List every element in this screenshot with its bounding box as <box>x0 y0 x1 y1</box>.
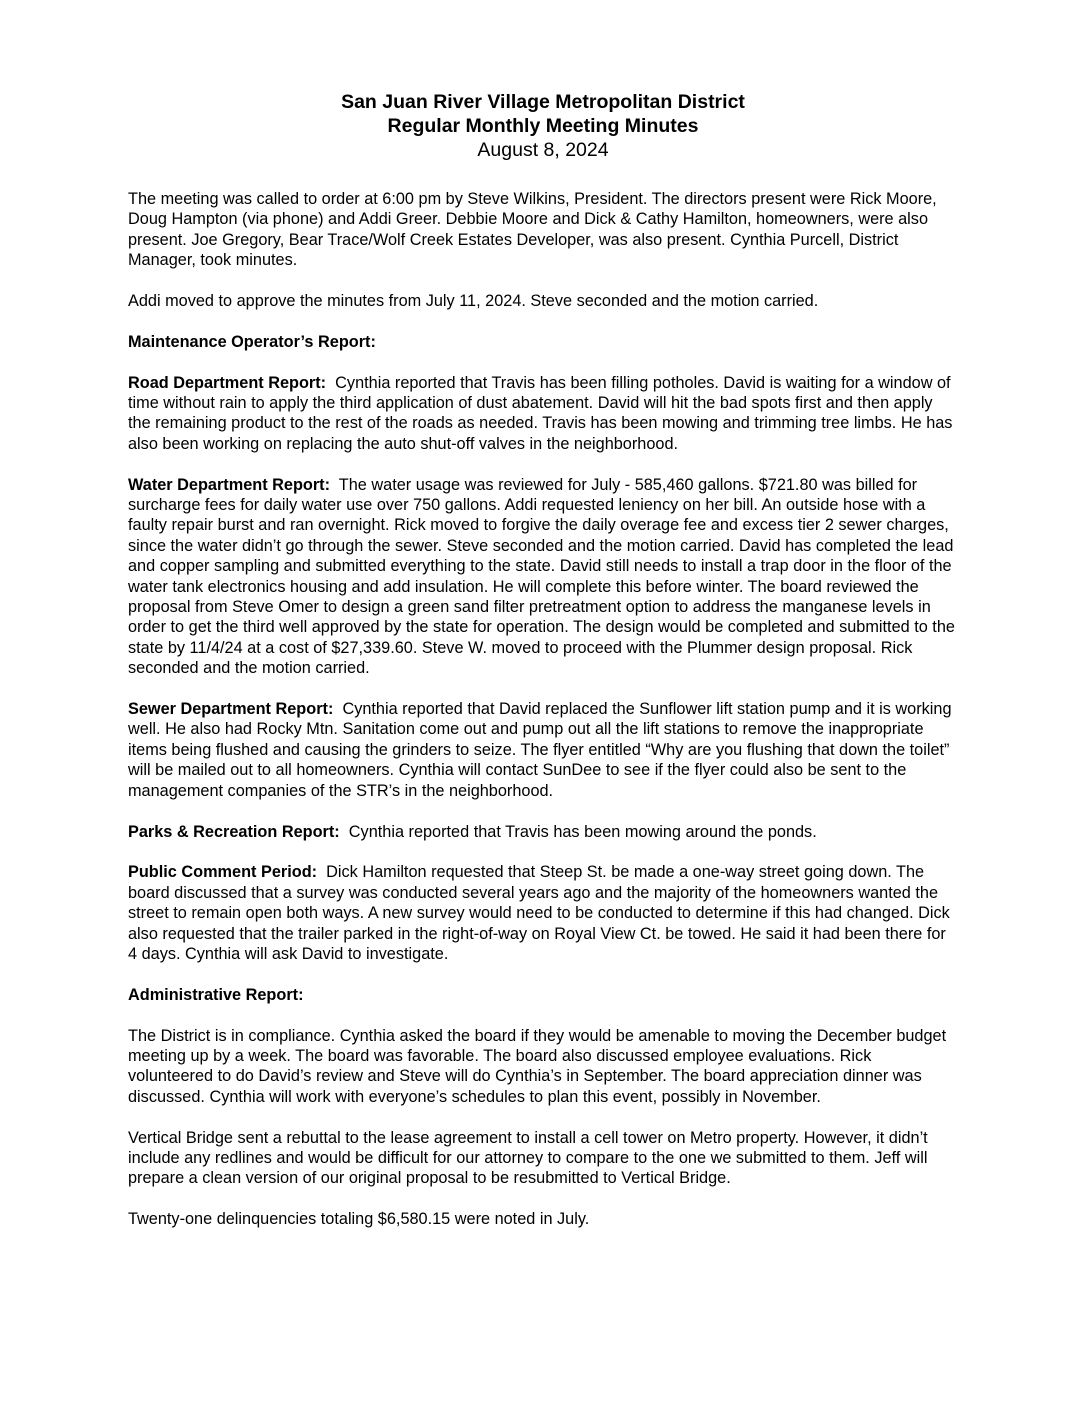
road-report-paragraph <box>128 373 958 455</box>
call-to-order-paragraph: The meeting was called to order at 6:00 pm by Steve Wilkins, President. The directors present were Rick Moore, Doug Hampton (via phone) and Addi Greer. Debbie Moore and Dick & Cathy Hamilton, homeowners, were also present. Joe Gregory, Bear Trace/Wolf Creek Estates Developer, was also present. Cynthia Purcell, District Manager, took minutes. <box>128 190 937 270</box>
road-report-label: Road Department Report: <box>128 373 327 392</box>
admin-paragraph-3: Twenty-one delinquencies totaling $6,580.15 were noted in July. <box>128 1210 590 1229</box>
meeting-date: August 8, 2024 <box>477 139 609 161</box>
document-title: Regular Monthly Meeting Minutes <box>387 115 699 137</box>
sewer-report-text: Cynthia reported that David replaced the Sunflower lift station pump and it is working well. He also had Rocky Mtn. Sanitation come out and pump out all the lift stations to remove the inappropriate items being flushed and causing the grinders to seize. The flyer entitled “Why are you flushing that down the toilet” will be mailed out to all homeowners. Cynthia will contact SunDee to see if the flyer could also be sent to the management companies of the STR’s in the neighborhood. <box>128 700 952 800</box>
sewer-report-label: Sewer Department Report: <box>128 700 334 719</box>
water-report-label: Water Department Report: <box>128 475 331 494</box>
parks-report-text: Cynthia reported that Travis has been mowing around the ponds. <box>348 822 817 841</box>
public-comment-paragraph <box>128 862 958 964</box>
document-header <box>128 90 958 162</box>
admin-paragraph-1: The District is in compliance. Cynthia asked the board if they would be amenable to moving the December budget meeting up by a week. The board was favorable. The board also discussed employee evaluations. Rick volunteered to do David’s review and Steve will do Cynthia’s in September. The board appreciation dinner was discussed. Cynthia will work with everyone’s schedules to plan this event, possibly in November. <box>128 1026 947 1106</box>
document-page <box>128 90 958 1250</box>
administrative-heading: Administrative Report: <box>128 985 304 1004</box>
water-report-text: The water usage was reviewed for July - 585,460 gallons. $721.80 was billed for surcharge fees for daily water use over 750 gallons. Addi requested leniency on her bill. An outside hose with a faulty repair burst and ran overnight. Rick moved to forgive the daily overage fee and excess tier 2 sewer charges, since the water didn’t go through the sewer. Steve seconded and the motion carried. David has completed the lead and copper sampling and submitted everything to the state. David still needs to install a trap door in the floor of the water tank electronics housing and add insulation. He will complete this before winter. The board reviewed the proposal from Steve Omer to design a green sand filter pretreatment option to address the manganese levels in order to get the third well approved by the state for operation. The design would be completed and submitted to the state by 11/4/24 at a cost of $27,339.60. Steve W. moved to proceed with the Plummer design proposal. Rick seconded and the motion carried. <box>128 475 955 678</box>
admin-paragraph-2: Vertical Bridge sent a rebuttal to the lease agreement to install a cell tower on Metro property. However, it didn’t include any redlines and would be difficult for our attorney to compare to the one we submitted to them. Jeff will prepare a clean version of our original proposal to be resubmitted to Vertical Bridge. <box>128 1128 928 1188</box>
parks-report-paragraph <box>128 822 958 842</box>
sewer-report-paragraph <box>128 699 958 801</box>
district-name: San Juan River Village Metropolitan District <box>341 91 745 113</box>
maintenance-heading: Maintenance Operator’s Report: <box>128 332 376 351</box>
minutes-approval-paragraph: Addi moved to approve the minutes from July 11, 2024. Steve seconded and the motion carried. <box>128 292 819 311</box>
road-report-text: Cynthia reported that Travis has been filling potholes. David is waiting for a window of time without rain to apply the third application of dust abatement. David will hit the bad spots first and then apply the remaining product to the rest of the roads as needed. Travis has been mowing and trimming tree limbs. He has also been working on replacing the auto shut-off valves in the neighborhood. <box>128 373 953 453</box>
public-comment-label: Public Comment Period: <box>128 863 318 882</box>
parks-report-label: Parks & Recreation Report: <box>128 822 340 841</box>
public-comment-text: Dick Hamilton requested that Steep St. be made a one-way street going down. The board discussed that a survey was conducted several years ago and the majority of the homeowners wanted the street to remain open both ways. A new survey would need to be conducted to determine if this had changed. Dick also requested that the trailer parked in the right-of-way on Royal View Ct. be towed. He said it had been there for 4 days. Cynthia will ask David to investigate. <box>128 863 950 963</box>
water-report-paragraph <box>128 475 958 679</box>
